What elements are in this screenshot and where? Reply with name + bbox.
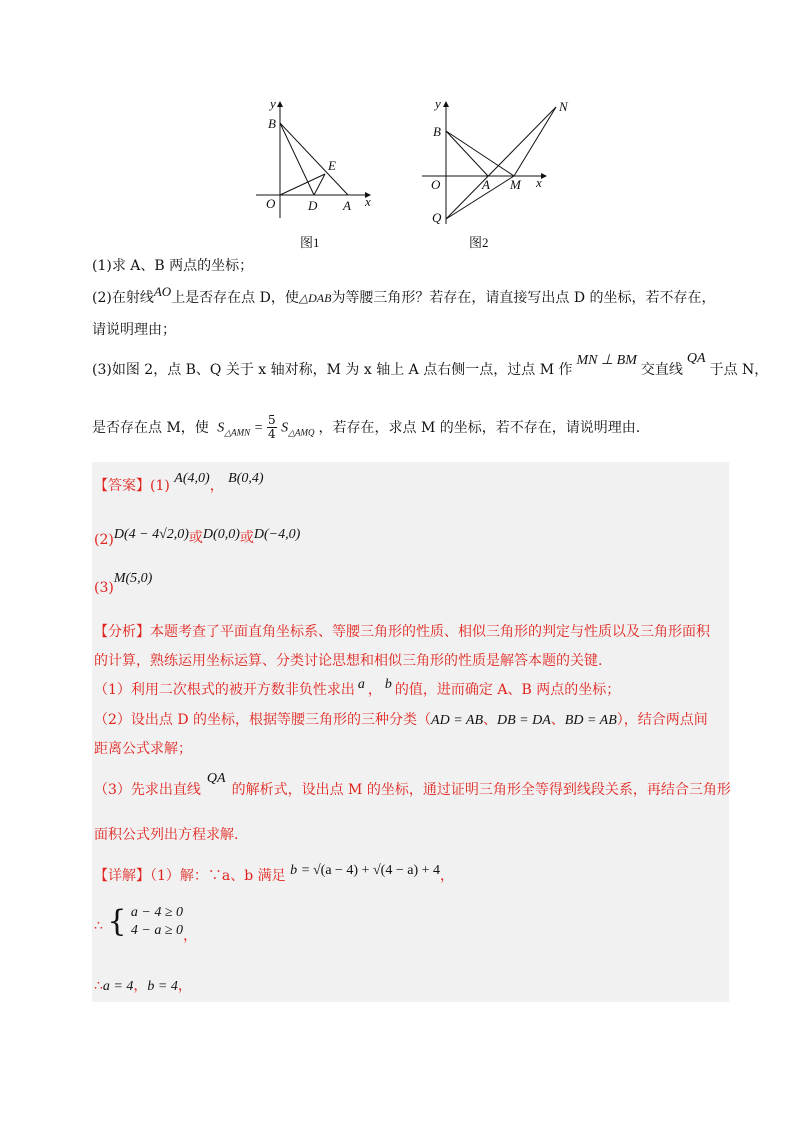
detail-res-a: a = 4: [102, 979, 134, 994]
analysis-p1-a: （1）利用二次根式的被开方数非负性求出: [94, 682, 355, 698]
detail-result: [94, 976, 192, 997]
fig2-label-O: O: [431, 177, 441, 192]
fig2-label-M: M: [510, 177, 521, 192]
analysis-p2-case2: DB = DA: [497, 713, 551, 728]
detail-sys-end: ，: [183, 928, 198, 944]
analysis-point-3: [94, 771, 731, 801]
analysis-p2-case1: AD = AB: [431, 713, 483, 728]
q3-text-c: 于点 N，: [709, 362, 769, 378]
detail-s1-end: ，: [440, 868, 454, 884]
q3-s2: S: [281, 420, 289, 436]
analysis-point-1: [94, 677, 621, 701]
answer-3-M: M(5,0): [113, 571, 153, 586]
detail-sys-2: 4 − a ≥ 0: [130, 923, 184, 938]
fig1-label-O: O: [266, 196, 276, 211]
detail-eq-rest: = √(a − 4) + √(4 − a) + 4: [301, 863, 440, 878]
fig1-label-B: B: [268, 116, 276, 131]
fig1-label-x: x: [365, 194, 371, 209]
analysis-text-1: 本题考查了平面直角坐标系、等腰三角形的性质、相似三角形的判定与性质以及三角形面积: [150, 624, 710, 640]
analysis-line-1: [94, 622, 710, 642]
fig2-label-N: N: [559, 99, 568, 114]
fig1-caption: 图1: [300, 235, 320, 250]
answer-2-D3: D(−4,0): [253, 527, 301, 542]
analysis-point-3-line2: 面积公式列出方程求解.: [94, 827, 239, 843]
fig2-caption: 图2: [469, 235, 489, 250]
fig2-segment-BM: [446, 131, 514, 176]
analysis-p2-s2: 、: [550, 712, 565, 728]
detail-s1: （1）解：∵a、b 满足: [150, 868, 286, 884]
detail-therefore-1: ∴: [94, 918, 103, 934]
answer-1-A: A(4,0): [174, 471, 210, 486]
fig1-segment-OE: [280, 174, 325, 195]
fig2-label-B: B: [433, 124, 441, 139]
detail-system: [94, 904, 198, 944]
fig2-segment-MN: [514, 107, 556, 176]
analysis-tag: 【分析】: [94, 624, 150, 640]
q2-text-a: (2)在射线: [92, 290, 154, 306]
fig2-segment-BA: [446, 131, 488, 176]
analysis-p2-s1: 、: [483, 712, 497, 728]
answer-1-label: (1): [150, 478, 170, 494]
q2-segment-AO: AO: [153, 284, 172, 299]
analysis-p2-case3: BD = AB: [564, 713, 617, 728]
analysis-p3-QA: QA: [206, 771, 226, 786]
q3-text-b: 交直线: [640, 362, 683, 378]
q3-s1-sub: △AMN: [224, 427, 251, 438]
q3-text-a: (3)如图 2，点 B、Q 关于 x 轴对称，M 为 x 轴上 A 点右侧一点，过点 M 作: [92, 362, 573, 378]
q2-triangle: △DAB: [298, 291, 332, 305]
fig1-label-D: D: [308, 198, 318, 213]
fig1-label-A: A: [343, 198, 351, 213]
detail-system-lines: [131, 904, 183, 940]
answer-2-or1: 或: [188, 530, 203, 546]
analysis-p2-a: （2）设出点 D 的坐标，根据等腰三角形的三种分类（: [94, 712, 432, 728]
q3-s2-sub: △AMQ: [288, 427, 315, 438]
q2-text-b: 上是否存在点 D，使: [171, 290, 299, 306]
answer-3-label: (3): [94, 580, 114, 596]
detail-equation: [290, 862, 440, 878]
figure-2: [418, 96, 578, 228]
fig1-segment-DE: [314, 174, 325, 195]
q3-frac-den: 4: [267, 427, 276, 441]
detail-tag: 【详解】: [94, 868, 150, 884]
answer-2-D1: D(4 − 4√2,0): [113, 527, 189, 542]
analysis-point-2-line2: 距离公式求解；: [94, 741, 192, 757]
q3-fraction: [267, 414, 277, 441]
figure-1: [248, 96, 378, 226]
fig2-segment-QN: [446, 107, 556, 219]
answer-3: [94, 571, 153, 596]
analysis-p1-b: 的值，进而确定 A、B 两点的坐标；: [394, 682, 621, 698]
question-1: (1)求 A、B 两点的坐标；: [92, 258, 254, 274]
q3-s1: S: [217, 420, 225, 436]
detail-res-b: b = 4: [147, 979, 178, 994]
answer-2-or2: 或: [239, 530, 254, 546]
detail-brace: {: [107, 904, 127, 939]
q3-line-QA: QA: [686, 351, 706, 366]
answer-1-sep: ，: [209, 478, 224, 494]
answer-tag: 【答案】: [94, 478, 150, 494]
fig1-label-y: y: [270, 96, 276, 111]
analysis-p1-sep: ，: [367, 682, 382, 698]
q3-frac-num: 5: [267, 413, 276, 427]
answer-1-B: B(0,4): [228, 471, 264, 486]
answer-2: [94, 524, 301, 548]
analysis-point-2: [94, 710, 708, 731]
detail-sys-1: a − 4 ≥ 0: [130, 905, 184, 920]
fig2-label-y: y: [435, 96, 441, 111]
q3-perpendicular: MN ⊥ BM: [576, 353, 637, 368]
detail-res-sep: ，: [133, 978, 148, 994]
detail-eq-b: b: [290, 863, 298, 878]
fig2-segment-QM: [446, 176, 514, 219]
q3-text-e: ，若存在，求点 M 的坐标，若不存在，请说明理由.: [318, 420, 641, 437]
question-2: [92, 284, 716, 308]
fig2-label-x: x: [536, 175, 542, 190]
detail-line-1: [94, 863, 454, 887]
q3-eq: =: [254, 420, 263, 436]
analysis-p1-var-a: a: [357, 677, 365, 692]
question-3: [92, 351, 769, 381]
analysis-p2-b: ），结合两点间: [616, 712, 708, 728]
analysis-p3-b: 的解析式，设出点 M 的坐标，通过证明三角形全等得到线段关系，再结合三角形: [231, 782, 731, 798]
fig1-segment-BA: [280, 123, 348, 195]
question-2-line2: 请说明理由；: [92, 322, 176, 338]
q3-text-d: 是否存在点 M，使: [92, 420, 209, 437]
answer-2-D2: D(0,0): [202, 527, 240, 542]
answer-2-label: (2): [94, 532, 114, 548]
answer-1: [94, 471, 264, 497]
fig2-label-A: A: [482, 177, 490, 192]
fig1-label-E: E: [328, 158, 336, 173]
detail-therefore-2: ∴: [94, 978, 103, 994]
fig1-segment-BD: [280, 123, 314, 195]
analysis-p3-a: （3）先求出直线: [94, 782, 201, 798]
q2-text-c: 为等腰三角形？若存在，请直接写出点 D 的坐标，若不存在，: [331, 290, 716, 306]
detail-res-end: ，: [177, 978, 192, 994]
analysis-p1-var-b: b: [384, 677, 392, 692]
question-3-line2: [92, 414, 640, 442]
fig2-label-Q: Q: [432, 210, 442, 225]
analysis-line-2: 的计算，熟练运用坐标运算、分类讨论思想和相似三角形的性质是解答本题的关键.: [94, 653, 603, 669]
q3-area-formula: [217, 414, 314, 442]
